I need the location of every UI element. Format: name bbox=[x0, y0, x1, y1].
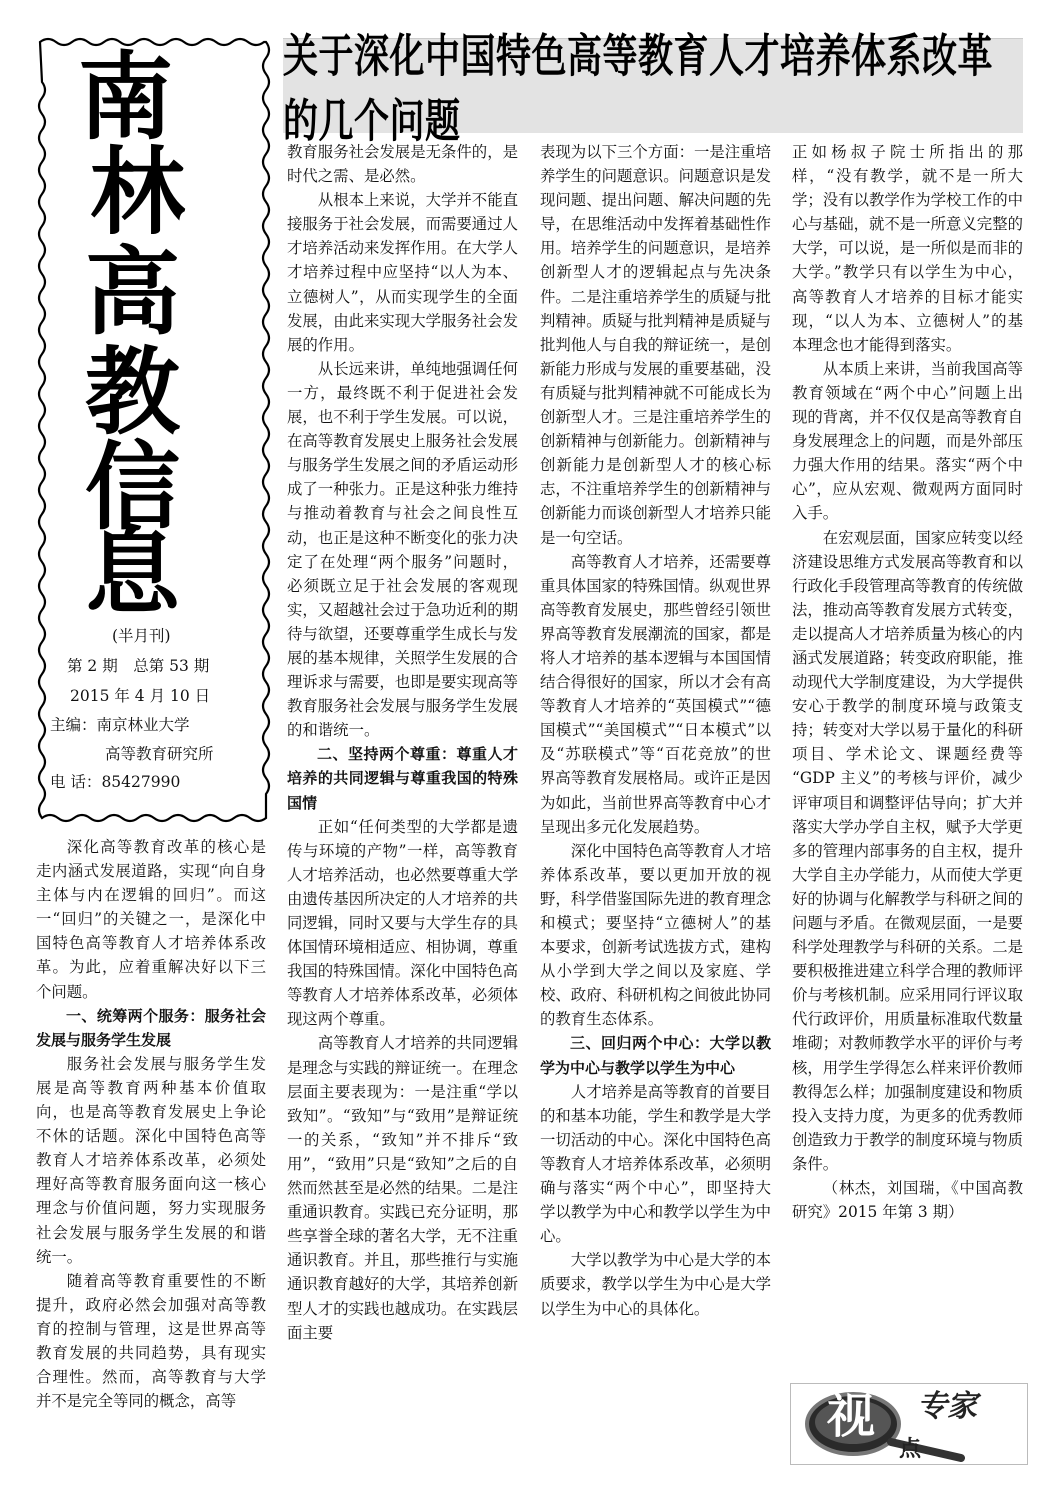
masthead-frequency: (半月刊) bbox=[112, 627, 171, 645]
masthead-title-char-1: 南 bbox=[78, 42, 174, 153]
masthead-title-char-2: 林 bbox=[90, 137, 186, 248]
masthead bbox=[30, 30, 278, 830]
col2-paragraph-3: 从长远来讲，单纯地强调任何一方，最终既不利于促进社会发展，也不利于学生发展。可以说，在高等教育发展史上服务社会发展与服务学生发展之间的矛盾运动形成了一种张力。正是这种张力维持与推动着教育与社会之间良性互动，也正是这种不断变化的张力决定了在处理“两个服务”问题时，必须既立足于社会发展的客观现实，又超越社会过于急功近利的期待与欲望，还要尊重学生成长与发展的基本规律，关照学生发展的合理诉求与需要，也即是要实现高等教育服务社会发展与服务学生发展的和谐统一。 bbox=[287, 359, 518, 740]
col3-paragraph-5: 大学以教学为中心是大学的本质要求，教学以学生为中心是大学以学生为中心的具体化。 bbox=[540, 1251, 771, 1318]
headline: 关于深化中国特色高等教育人才培养体系改革的几个问题 bbox=[283, 31, 994, 149]
article-source: （林杰，刘国瑞，《中国高教研究》2015 年第 3 期） bbox=[792, 1179, 1023, 1222]
col2-paragraph-5: 高等教育人才培养的共同逻辑是理念与实践的辩证统一。在理念层面主要表现为：一是注重“学以致知”。“致知”与“致用”是辩证统一的关系，“致知”并不排斥“致用”，“致用”只是“致知”之后的自然而然甚至是必然的结果。二是注重通识教育。实践已充分证明，那些享誉全球的著名大学，无不注重通识教育。并且，那些推行与实施通识教育越好的大学，其培养创新型人才的实践也越成功。在实践层面主要 bbox=[287, 1034, 518, 1342]
masthead-editor-line2: 高等教育研究所 bbox=[105, 745, 214, 763]
col3-paragraph-2: 高等教育人才培养，还需要尊重具体国家的特殊国情。纵观世界高等教育发展史，那些曾经引领世界高等教育发展潮流的国家，都是将人才培养的基本逻辑与本国国情结合得很好的国家，所以才会有高等教育人才培养的“英国模式”“德国模式”“美国模式”“日本模式”以及“苏联模式”等“百花竞放”的世界高等教育发展格局。或许正是因为如此，当前世界高等教育中心才呈现出多元化发展趋势。 bbox=[540, 552, 771, 836]
headline-banner bbox=[283, 31, 1023, 149]
masthead-editor-line1: 南京林业大学 bbox=[96, 716, 190, 734]
masthead-editor-label: 主编： bbox=[50, 716, 97, 734]
col3-paragraph-1: 表现为以下三个方面：一是注重培养学生的问题意识。问题意识是发现问题、提出问题、解决问题的先导，在思维活动中发挥着基础性作用。培养学生的问题意识，是培养创新型人才的逻辑起点与先决条件。二是注重培养学生的质疑与批判精神。质疑与批判精神是质疑与批判他人与自我的辩证统一，是创新能力形成与发展的重要基础，没有质疑与批判精神就不可能成长为创新型人才。三是注重培养学生的创新精神与创新能力。创新精神与创新能力是创新型人才的核心标志，不注重培养学生的创新精神与创新能力而谈创新型人才培养只能是一句空话。 bbox=[540, 143, 771, 547]
masthead-phone-number: 85427990 bbox=[101, 773, 181, 791]
masthead-issue: 第 2 期 总第 53 期 bbox=[67, 657, 210, 675]
masthead-title-char-3: 高 bbox=[85, 237, 181, 348]
masthead-phone bbox=[50, 770, 180, 792]
column-2 bbox=[287, 140, 518, 1345]
col1-paragraph-3: 随着高等教育重要性的不断提升，政府必然会加强对高等教育的控制与管理，这是世界高等教育发展的共同趋势，具有现实合理性。然而，高等教育与大学并不是完全等同的概念，高等 bbox=[36, 1271, 266, 1411]
masthead-title-char-5: 信 bbox=[85, 432, 181, 543]
expert-view-logo bbox=[790, 1383, 1028, 1465]
logo-bottom-char: 点 bbox=[899, 1436, 922, 1462]
section-heading-1: 一、统筹两个服务：服务社会发展与服务学生发展 bbox=[36, 1006, 266, 1049]
col1-paragraph-1: 深化高等教育改革的核心是走内涵式发展道路，实现“向自身主体与内在逻辑的回归”。而这一“回归”的关键之一，是深化中国特色高等教育人才培养体系改革。为此，应着重解决好以下三个问题。 bbox=[36, 838, 266, 1001]
col4-paragraph-2: 从本质上来讲，当前我国高等教育领域在“两个中心”问题上出现的背离，并不仅仅是高等教育自身发展理念上的问题，而是外部压力强大作用的结果。落实“两个中心”，应从宏观、微观两方面同时入手。 bbox=[792, 359, 1023, 523]
section-heading-3: 三、回归两个中心：大学以教学为中心与教学以学生为中心 bbox=[540, 1034, 771, 1077]
col4-paragraph-3: 在宏观层面，国家应转变以经济建设思维方式发展高等教育和以行政化手段管理高等教育的传统做法，推动高等教育发展方式转变，走以提高人才培养质量为核心的内涵式发展道路；转变政府职能，推动现代大学制度建设，为大学提供安心于教学的制度环境与政策支持；转变对大学以易于量化的科研项目、学术论文、课题经费等 “GDP 主义”的考核与评价，减少评审项目和调整评估导向；扩大并落实大学办学自主权，赋予大学更多的管理内部事务的自主权，提升大学自主办学能力，从而使大学更好的协调与化解教学与科研之间的问题与矛盾。在微观层面，一是要科学处理教学与科研的关系。二是要积极推进建立科学合理的教师评价与考核机制。应采用同行评议取代行政评价，用质量标准取代数量堆砌；对教师教学水平的评价与考核，用学生学得怎么样来评价教师教得怎么样；加强制度建设和物质投入支持力度，为更多的优秀教师创造致力于教学的制度环境与物质条件。 bbox=[792, 528, 1023, 1173]
masthead-title-char-6: 息 bbox=[85, 517, 181, 628]
col1-paragraph-2: 服务社会发展与服务学生发展是高等教育两种基本价值取向，也是高等教育发展史上争论不休的话题。深化中国特色高等教育人才培养体系改革，必须处理好高等教育服务面向这一核心理念与价值问题，努力实现服务社会发展与服务学生发展的和谐统一。 bbox=[36, 1054, 266, 1266]
masthead-title-char-4: 教 bbox=[85, 337, 181, 448]
logo-small-text: 专家 bbox=[917, 1389, 977, 1424]
column-3 bbox=[540, 140, 771, 1321]
column-4 bbox=[792, 140, 1023, 1224]
col2-paragraph-2: 从根本上来说，大学并不能直接服务于社会发展，而需要通过人才培养活动来发挥作用。在大学人才培养过程中应坚持“以人为本、立德树人”，从而实现学生的全面发展，由此来实现大学服务社会发展的作用。 bbox=[287, 191, 518, 354]
col2-paragraph-1: 教育服务社会发展是无条件的，是时代之需、是必然。 bbox=[287, 143, 518, 186]
logo-big-char: 视 bbox=[827, 1388, 876, 1444]
col2-paragraph-4: 正如“任何类型的大学都是遗传与环境的产物”一样，高等教育人才培养活动，也必然要尊重大学由遗传基因所决定的人才培养的共同逻辑，同时又要与大学生存的具体国情环境相适应、相协调，尊重我国的特殊国情。深化中国特色高等教育人才培养体系改革，必须体现这两个尊重。 bbox=[287, 817, 518, 1029]
masthead-date: 2015 年 4 月 10 日 bbox=[70, 687, 211, 705]
col3-paragraph-4: 人才培养是高等教育的首要目的和基本功能，学生和教学是大学一切活动的中心。深化中国特色高等教育人才培养体系改革，必须明确与落实“两个中心”，即坚持大学以教学为中心和教学以学生为中心。 bbox=[540, 1082, 771, 1246]
masthead-editor bbox=[50, 713, 190, 735]
masthead-phone-label: 电 话： bbox=[50, 773, 102, 791]
col4-paragraph-1: 正如杨叔子院士所指出的那样，“没有教学，就不是一所大学；没有以教学作为学校工作的中心与基础，就不是一所意义完整的大学，可以说，是一所似是而非的大学。”教学只有以学生为中心，高等教育人才培养的目标才能实现，“以人为本、立德树人”的基本理念也才能得到落实。 bbox=[792, 143, 1023, 354]
col3-paragraph-3: 深化中国特色高等教育人才培养体系改革，要以更加开放的视野，科学借鉴国际先进的教育理念和模式；要坚持“立德树人”的基本要求，创新考试选拔方式，建构从小学到大学之间以及家庭、学校、政府、科研机构之间彼此协同的教育生态体系。 bbox=[540, 841, 771, 1029]
column-1 bbox=[36, 835, 266, 1413]
section-heading-2: 二、坚持两个尊重：尊重人才培养的共同逻辑与尊重我国的特殊国情 bbox=[287, 745, 518, 812]
